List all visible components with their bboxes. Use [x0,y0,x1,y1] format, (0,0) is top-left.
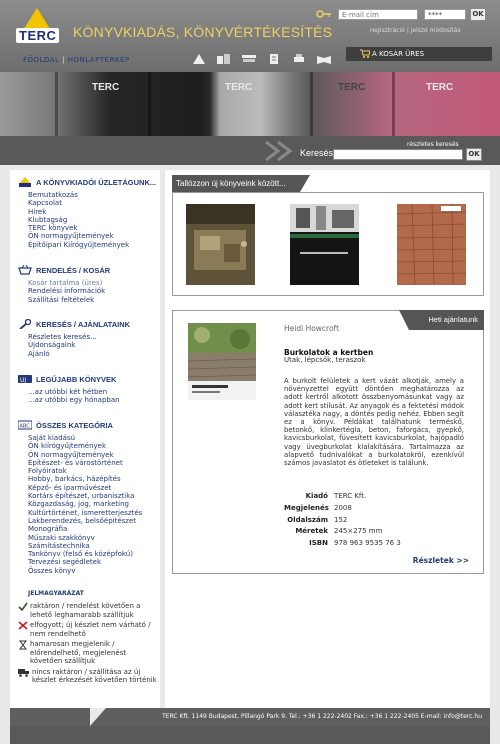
password-field[interactable] [424,9,466,20]
spec-row [284,515,484,527]
login-form [316,7,492,29]
search-bar [0,136,500,165]
books-icon[interactable] [215,52,233,66]
book-cover-1[interactable] [186,204,255,285]
legend-row [18,668,158,685]
nav-separator: | [62,56,65,64]
sidebar-item-new-releases[interactable]: Újdonságaink [28,341,76,350]
category-item[interactable]: Folyóiratok [28,467,67,476]
spec-label: Oldalszám [287,515,328,524]
footer-notch [90,708,106,726]
details-link[interactable]: Részletek >> [412,556,469,565]
open-book-icon[interactable] [315,52,333,66]
nav-home-link[interactable]: FŐOLDAL [23,56,60,64]
spec-value: 245×275 mm [334,527,383,536]
terc-mini-logo-icon [18,177,32,187]
category-item[interactable]: Számítástechnika [28,541,90,550]
category-item[interactable]: Lakberendezés, belsőépítészet [28,516,137,525]
spine-divider [392,72,395,136]
registration-links[interactable]: regisztráció | jelszó módosítás [370,27,461,34]
shops-section [18,176,158,249]
book-title[interactable]: Burkolatok a kertben [284,348,374,357]
sidebar-item-membership[interactable]: Klubtagság [28,215,68,224]
section-title: KERESÉS / AJÁNLATAINK [36,319,131,329]
top-navigation [23,56,130,64]
spine-divider [148,72,151,136]
terc-logo[interactable] [12,8,64,48]
new-badge-icon [18,374,32,384]
site-footer [10,708,490,726]
cart-icon [360,49,370,60]
category-item[interactable]: Kortárs építészet, urbanisztika [28,492,135,501]
legend-text: nincs raktáron / szállítása az új készlet érkezését követően történik [32,667,157,684]
category-item[interactable]: ÖN kiírógyűjtemények [28,442,107,451]
category-item[interactable]: Hobby, barkács, házépítés [28,475,121,484]
section-title: RENDELÉS / KOSÁR [36,265,111,275]
book-cover-3[interactable] [397,204,466,285]
sidebar-item-recommendations[interactable]: Ajánló [28,349,50,358]
truck-icon [18,668,30,678]
sidebar-item-terc-books[interactable]: TERC könyvek [28,224,78,233]
spec-value: TERC Kft. [334,492,367,500]
sidebar-item-about[interactable]: Bemutatkozás [28,191,78,199]
hourglass-icon [18,640,28,650]
cross-icon [18,621,28,631]
spec-row [284,503,484,515]
spec-row [284,491,484,503]
spine-divider [55,72,58,136]
categories-section [18,419,158,575]
category-item[interactable]: Építészet- és várostörténet [28,458,123,467]
legend-row [18,640,158,666]
home-icon[interactable] [190,52,208,66]
sidebar-item-cart[interactable]: Kosár tartalma (üres) [28,279,103,287]
nav-sitemap-link[interactable]: HONLAPTÉRKÉP [67,56,130,64]
search-ok-button[interactable]: OK [466,148,482,161]
category-item[interactable]: Közgazdaság, jog, marketing [28,500,129,509]
book-description: A burkolt felületek a kert vázát alkotják, amely a növényzettel együtt döntően meghatározza az adott kertről alkotott összbenyomásunkat vagy az adott kert stílusát. Az anyagok és a fektetési módok választéka nagy, a döntés pedig nehéz. Ebben segít ez a könyv. Példákat találhatunk terméskő, betonkő, klinkertégla, beton, faforgács, gyepkő, kavicsburkolat, füvesített kavicsburkolat, hajópadló vagy üvegburkolat kialakítására. Tartalmazza az alapvető tudnivalókat a burkolatokról, ezenkívül számos javaslatot és ötleteket is találunk. [284,377,464,468]
sidebar-item-news[interactable]: Hírek [28,207,47,216]
browse-new-books-title: Tallózzon új könyveink között... [172,175,300,192]
spec-label: ISBN [309,539,328,548]
sidebar-item-one-month[interactable]: ...az utóbbi egy hónapban [28,396,120,405]
spec-value: 2008 [334,503,352,512]
spine-label: TERC [338,82,366,93]
book-cover-2[interactable] [290,204,359,285]
spine-label: TERC [426,82,454,93]
weekly-offer-title: Heti ajánlatunk [409,310,484,330]
new-books-carousel [172,192,484,296]
spec-row [284,526,484,538]
footer-contact: TERC Kft. 1149 Budapest, Pillangó Park 9. Tel.: +36 1 222-2402 Fax.: +36 1 222-2405 E-mail: info@terc.hu [162,713,482,720]
email-field[interactable] [338,9,418,20]
legend-list [18,602,158,685]
cart-status-bar[interactable] [346,47,492,61]
svg-text:ABC: ABC [19,423,30,430]
latest-books-section [18,373,158,405]
sidebar-item-order-info[interactable]: Rendelési információk [28,287,106,296]
legend-text: elfogyott; új készlet nem várható / nem rendelhető [30,621,151,638]
spec-label: Méretek [295,527,328,536]
cart-status-text: A KOSÁR ÜRES [372,50,425,58]
category-item[interactable]: Saját kiadású [28,434,76,442]
legend-text: raktáron / rendelést követően a lehető leghamarabb szállítjuk [30,602,141,619]
category-item[interactable]: Tervezési segédletek [28,558,102,567]
category-item[interactable]: ÖN normagyűjtemények [28,450,114,459]
search-input[interactable] [333,149,463,160]
wrench-icon [18,319,32,329]
spine-label: TERC [225,82,253,93]
print-icon[interactable] [290,52,308,66]
spec-label: Megjelenés [284,503,329,512]
book-specs [284,491,484,550]
header-icon-row [190,52,333,66]
check-icon [18,602,28,612]
spec-label: Kiadó [305,492,328,500]
category-item[interactable]: Összes könyv [28,566,76,575]
left-sidebar [10,170,160,708]
key-icon [316,10,332,20]
abc-icon [18,420,32,430]
offer-book-cover[interactable] [188,323,256,400]
spine-divider [310,72,313,136]
order-section [18,264,158,304]
sidebar-item-standards[interactable]: ÖN normagyűjtemények [28,232,114,241]
logo-text: TERC [16,28,59,43]
sidebar-item-two-weeks[interactable]: ...az utóbbi két hétben [28,388,108,396]
legend-row [18,621,158,638]
spec-value: 978 963 9535 76 3 [334,539,401,548]
bottom-strip [10,726,490,744]
weekly-offer-panel [172,310,484,574]
book-subtitle: Utak, lépcsők, teraszok [284,356,366,364]
login-ok-button[interactable]: OK [470,8,486,21]
book-stack-icon[interactable] [240,52,258,66]
svg-text:UJ: UJ [20,377,27,384]
site-header [0,0,500,165]
book-spines-banner [0,72,500,136]
spine-label: TERC [92,82,120,93]
section-title: LEGÚJABB KÖNYVEK [36,374,117,384]
category-item[interactable]: Monográfia [28,525,68,534]
spec-value: 152 [334,515,348,524]
section-title: ÖSSZES KATEGÓRIA [36,420,113,430]
spec-row [284,538,484,550]
category-item[interactable]: Műszaki szakkönyv [28,533,95,542]
sidebar-item-shipping[interactable]: Szállítási feltételek [28,295,95,304]
search-section [18,318,158,358]
arrow-right-icon [262,140,296,164]
category-item[interactable]: Tankönyv (felső és középfokú) [28,550,133,559]
sidebar-item-construction[interactable]: Építőipari Kiírógyűjtemények [28,240,130,249]
basket-icon [18,265,32,275]
document-icon[interactable] [265,52,283,66]
legend-title: JELMAGYARÁZAT [28,590,84,597]
sidebar-item-detailed-search[interactable]: Részletes keresés... [28,333,97,341]
category-item[interactable]: Kultúrtörténet, ismeretterjesztés [28,508,143,517]
category-item[interactable]: Képző- és iparművészet [28,483,112,492]
search-label: Keresés [300,148,334,158]
site-title: KÖNYVKIADÁS, KÖNYVÉRTÉKESÍTÉS [73,24,333,40]
legend-text: hamarosan megjelenik / előrendelhető, megjelenést követően szállítjuk [30,640,127,665]
section-title: A KÖNYVKIADÓI ÜZLETÁGUNK... [36,177,157,187]
legend-row [18,602,158,619]
advanced-search-link[interactable]: részletes keresés [407,141,459,148]
main-content [165,170,490,708]
sidebar-item-contact[interactable]: Kapcsolat [28,199,62,208]
book-author: Heidi Howcroft [284,324,340,333]
